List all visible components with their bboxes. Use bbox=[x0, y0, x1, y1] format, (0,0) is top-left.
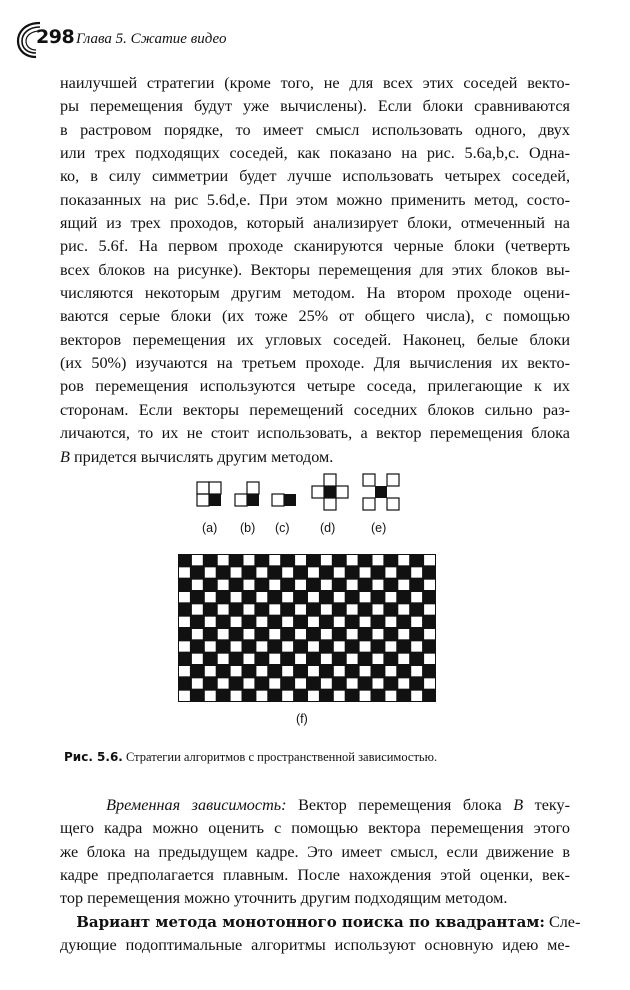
text-fragment: придется вычислять другим методом. bbox=[69, 447, 334, 466]
checker-cell bbox=[398, 580, 409, 590]
checker-cell bbox=[205, 617, 216, 627]
checker-cell bbox=[231, 691, 242, 701]
checker-cell bbox=[218, 654, 229, 664]
checker-cell bbox=[256, 641, 267, 651]
checker-cell bbox=[373, 629, 384, 639]
checker-cell bbox=[192, 580, 203, 590]
checker-cell bbox=[424, 629, 435, 639]
checker-cell bbox=[360, 666, 371, 676]
checker-cell bbox=[321, 629, 332, 639]
checker-cell bbox=[321, 580, 332, 590]
checker-cell bbox=[385, 691, 396, 701]
text-line: ваются серые блоки (их тоже 25% от общего числа), с помощью bbox=[60, 307, 570, 326]
text-line: всех блоков на рисунке). Векторы перемещения для этих блоков вы- bbox=[60, 260, 570, 279]
checker-cell bbox=[334, 691, 345, 701]
checker-cell bbox=[192, 604, 203, 614]
neighbor-block bbox=[247, 482, 259, 494]
checker-cell bbox=[321, 604, 332, 614]
checker-cell bbox=[179, 691, 190, 701]
text-line bbox=[60, 794, 570, 817]
checker-cell bbox=[218, 678, 229, 688]
current-block bbox=[247, 494, 259, 506]
checker-cell bbox=[205, 567, 216, 577]
checker-cell bbox=[373, 604, 384, 614]
neighbor-block bbox=[336, 486, 348, 498]
checker-cell bbox=[385, 592, 396, 602]
text-line: в растровом порядке, то имеет смысл использовать одного, двух bbox=[60, 120, 570, 139]
text-line: ящий из трех проходов, который анализирует блоки, отмеченный на bbox=[60, 214, 570, 233]
checker-cell bbox=[179, 666, 190, 676]
current-block bbox=[209, 494, 221, 506]
figure-label-f: (f) bbox=[296, 712, 308, 726]
checker-cell bbox=[347, 604, 358, 614]
text-line: личаются, то их не стоит использовать, а вектор перемещения блока bbox=[60, 424, 570, 443]
text-fragment: Вектор перемещения блока bbox=[286, 796, 514, 814]
checker-cell bbox=[398, 654, 409, 664]
text-line: рис. 5.6f. На первом проходе сканируются черные блоки (четверть bbox=[60, 237, 570, 256]
checker-cell bbox=[360, 641, 371, 651]
checker-cell bbox=[360, 617, 371, 627]
checker-cell bbox=[218, 580, 229, 590]
checker-cell bbox=[424, 678, 435, 688]
checker-cell bbox=[411, 617, 422, 627]
checker-cell bbox=[347, 629, 358, 639]
checker-cell bbox=[256, 567, 267, 577]
checker-cell bbox=[244, 604, 255, 614]
checker-cell bbox=[192, 678, 203, 688]
checker-cell bbox=[244, 629, 255, 639]
checker-cell bbox=[347, 555, 358, 565]
text-line: или трех подходящих соседей, как показано на рис. 5.6a,b,c. Одна- bbox=[60, 144, 570, 163]
text-line: дующие подоптимальные алгоритмы используют основную идею ме- bbox=[60, 936, 570, 955]
checker-cell bbox=[308, 567, 319, 577]
checker-cell bbox=[192, 555, 203, 565]
checker-cell bbox=[360, 567, 371, 577]
neighbor-block bbox=[272, 494, 284, 506]
checker-cell bbox=[269, 604, 280, 614]
checker-cell bbox=[205, 666, 216, 676]
checker-cell bbox=[385, 617, 396, 627]
caption-text: Стратегии алгоритмов с пространственной зависимостью. bbox=[122, 750, 438, 764]
italic-term: Временная зависимость: bbox=[106, 796, 287, 814]
checker-cell bbox=[269, 678, 280, 688]
neighbor-block bbox=[197, 494, 209, 506]
checker-cell bbox=[411, 641, 422, 651]
checker-cell bbox=[373, 678, 384, 688]
checker-cell bbox=[282, 617, 293, 627]
caption-number: Рис. 5.6. bbox=[64, 750, 123, 764]
checker-cell bbox=[269, 629, 280, 639]
checker-cell bbox=[308, 592, 319, 602]
page-number: 298 bbox=[36, 26, 75, 48]
checker-cell bbox=[192, 654, 203, 664]
checker-cell bbox=[347, 678, 358, 688]
checker-cell bbox=[411, 592, 422, 602]
neighbor-block bbox=[324, 498, 336, 510]
checker-cell bbox=[373, 580, 384, 590]
italic-variable: B bbox=[60, 447, 70, 466]
figure-label-c: (c) bbox=[275, 521, 290, 535]
current-block bbox=[324, 486, 336, 498]
checker-cell bbox=[282, 691, 293, 701]
text-line: ры перемещения будут уже вычислены). Если блоки сравниваются bbox=[60, 97, 570, 116]
checker-cell bbox=[282, 641, 293, 651]
checker-cell bbox=[347, 654, 358, 664]
checker-cell bbox=[347, 580, 358, 590]
bold-heading: Вариант метода монотонного поиска по квадрантам: bbox=[76, 913, 545, 931]
text-line: же блока на предыдущем кадре. Это имеет смысл, если движение в bbox=[60, 842, 570, 861]
checker-cell bbox=[295, 580, 306, 590]
chapter-title: Глава 5. Сжатие видео bbox=[76, 30, 227, 47]
checker-cell bbox=[334, 641, 345, 651]
figure-caption bbox=[64, 750, 584, 765]
checker-cell bbox=[179, 617, 190, 627]
current-block bbox=[375, 486, 387, 498]
checker-cell bbox=[205, 592, 216, 602]
paragraph-temporal bbox=[60, 794, 570, 911]
checker-cell bbox=[295, 629, 306, 639]
text-line: показанных на рис 5.6d,e. При этом можно применить метод, состо- bbox=[60, 190, 570, 209]
checker-cell bbox=[385, 641, 396, 651]
checker-cell bbox=[256, 691, 267, 701]
checker-cell bbox=[360, 592, 371, 602]
checker-cell bbox=[295, 654, 306, 664]
checker-cell bbox=[360, 691, 371, 701]
checker-cell bbox=[231, 666, 242, 676]
checker-cell bbox=[411, 691, 422, 701]
text-line: наилучшей стратегии (кроме того, не для всех этих соседей векто- bbox=[60, 74, 570, 92]
checker-cell bbox=[411, 666, 422, 676]
checker-cell bbox=[385, 567, 396, 577]
checker-cell bbox=[334, 617, 345, 627]
text-line bbox=[60, 911, 581, 934]
checker-cell bbox=[282, 592, 293, 602]
figure-label-b: (b) bbox=[240, 521, 256, 535]
checker-cell bbox=[321, 555, 332, 565]
checker-cell bbox=[231, 641, 242, 651]
figure-label-e: (e) bbox=[371, 521, 387, 535]
checker-cell bbox=[321, 678, 332, 688]
text-line: щего кадра можно оценить с помощью вектора перемещения этого bbox=[60, 819, 570, 838]
text-line: кадре предполагается плавным. После нахождения этой оценки, век- bbox=[60, 866, 570, 885]
checker-cell bbox=[179, 641, 190, 651]
checker-cell bbox=[282, 567, 293, 577]
text-fragment: Сле- bbox=[544, 913, 581, 931]
checker-cell bbox=[282, 666, 293, 676]
checker-cell bbox=[218, 629, 229, 639]
checker-cell bbox=[244, 654, 255, 664]
paragraph-quadrant-search bbox=[60, 911, 581, 958]
checker-cell bbox=[385, 666, 396, 676]
neighbor-block bbox=[324, 474, 336, 486]
checker-cell bbox=[192, 629, 203, 639]
neighbor-block bbox=[197, 482, 209, 494]
checker-cell bbox=[308, 666, 319, 676]
checker-cell bbox=[295, 678, 306, 688]
checker-cell bbox=[244, 555, 255, 565]
text-line: (их 50%) изучаются на третьем проходе. Для вычисления их векто- bbox=[60, 354, 570, 373]
checker-cell bbox=[398, 604, 409, 614]
checker-cell bbox=[205, 641, 216, 651]
neighbor-block bbox=[363, 498, 375, 510]
text-line: сторонам. Если векторы перемещений соседних блоков сильно раз- bbox=[60, 400, 570, 419]
neighbor-block bbox=[235, 494, 247, 506]
checker-cell bbox=[424, 580, 435, 590]
checker-cell bbox=[269, 654, 280, 664]
neighbor-block bbox=[363, 474, 375, 486]
checker-cell bbox=[321, 654, 332, 664]
figure-label-d: (d) bbox=[320, 521, 336, 535]
neighbor-block bbox=[387, 474, 399, 486]
checker-cell bbox=[373, 654, 384, 664]
checker-cell bbox=[231, 567, 242, 577]
text-line: ров перемещения используются четыре соседа, прилегающие к их bbox=[60, 377, 570, 396]
checker-cell bbox=[179, 567, 190, 577]
italic-variable: B bbox=[513, 796, 524, 814]
checker-cell bbox=[269, 555, 280, 565]
checker-cell bbox=[244, 580, 255, 590]
checker-cell bbox=[218, 555, 229, 565]
checker-cell bbox=[308, 617, 319, 627]
checker-cell bbox=[308, 641, 319, 651]
checker-cell bbox=[398, 678, 409, 688]
text-line: числяются некоторым другим методом. На втором проходе оцени- bbox=[60, 284, 570, 303]
neighbor-block bbox=[312, 486, 324, 498]
checker-cell bbox=[398, 629, 409, 639]
checker-cell bbox=[334, 567, 345, 577]
checker-cell bbox=[231, 592, 242, 602]
checker-cell bbox=[334, 592, 345, 602]
text-line: тор перемещения можно уточнить другим подходящим методом. bbox=[60, 889, 508, 908]
checker-cell bbox=[179, 592, 190, 602]
checker-cell bbox=[334, 666, 345, 676]
checker-cell bbox=[424, 555, 435, 565]
neighbor-block bbox=[387, 498, 399, 510]
checker-cell bbox=[411, 567, 422, 577]
checker-cell bbox=[424, 604, 435, 614]
checker-cell bbox=[269, 580, 280, 590]
text-line: векторов перемещения их угловых соседей. Наконец, белые блоки bbox=[60, 330, 570, 349]
checker-cell bbox=[295, 604, 306, 614]
figure-label-a: (a) bbox=[202, 521, 218, 535]
checker-cell bbox=[373, 555, 384, 565]
text-line: ко, в силу симметрии будет лучше использовать четырех соседей, bbox=[60, 167, 570, 186]
checker-cell bbox=[205, 691, 216, 701]
checker-cell bbox=[424, 654, 435, 664]
checker-cell bbox=[308, 691, 319, 701]
checker-cell bbox=[244, 678, 255, 688]
checker-cell bbox=[256, 617, 267, 627]
checker-cell bbox=[256, 666, 267, 676]
checker-cell bbox=[218, 604, 229, 614]
checkerboard-background bbox=[178, 554, 436, 702]
text-fragment: теку- bbox=[523, 796, 570, 814]
checker-cell bbox=[231, 617, 242, 627]
checker-cell bbox=[295, 555, 306, 565]
neighbor-block bbox=[209, 482, 221, 494]
current-block bbox=[284, 494, 296, 506]
checker-cell bbox=[256, 592, 267, 602]
checker-cell bbox=[398, 555, 409, 565]
